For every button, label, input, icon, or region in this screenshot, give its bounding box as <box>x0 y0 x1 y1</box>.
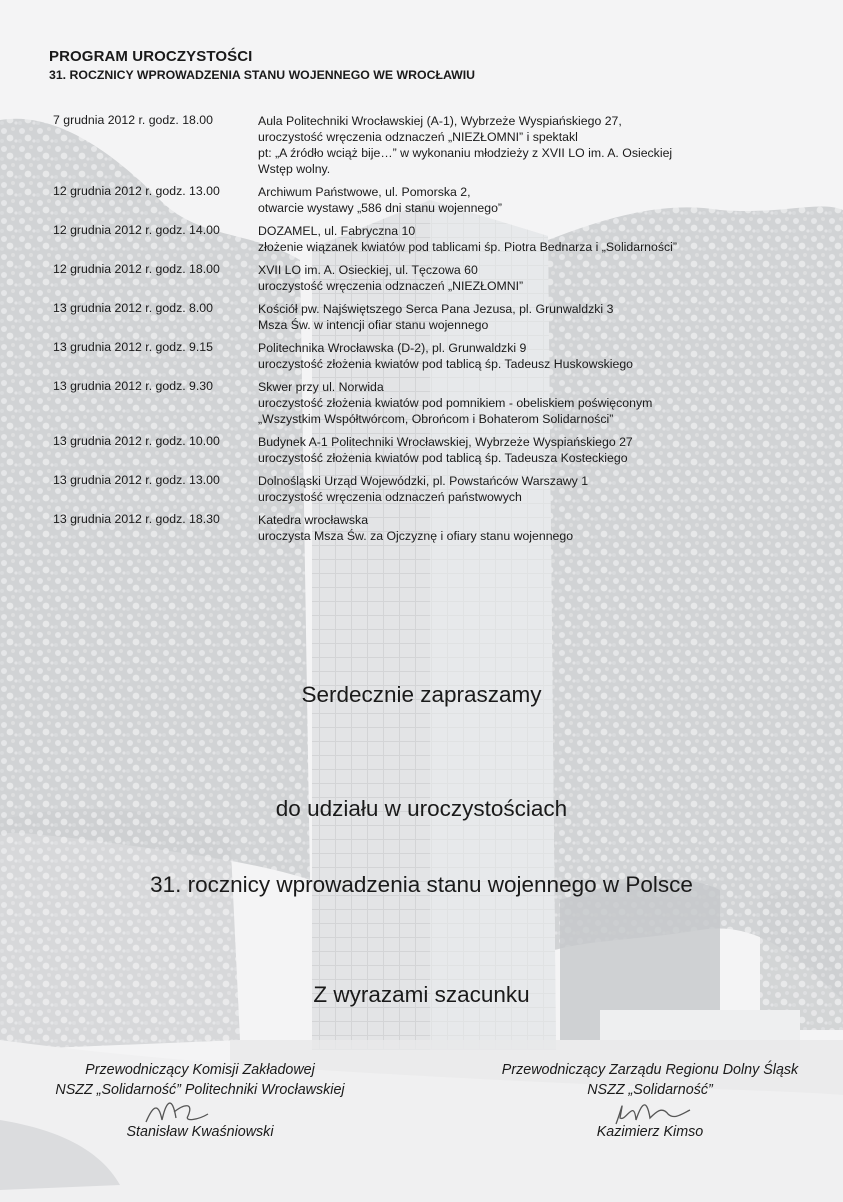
signatory-name: Kazimierz Kimso <box>596 1124 704 1140</box>
event-line: Msza Św. w intencji ofiar stanu wojennego <box>258 318 489 332</box>
event-date: 13 grudnia 2012 r. godz. 8.00 <box>53 301 213 315</box>
schedule-item <box>0 379 843 427</box>
event-line: Wstęp wolny. <box>258 162 331 176</box>
event-line: XVII LO im. A. Osieckiej, ul. Tęczowa 60 <box>258 263 478 277</box>
event-line: uroczystość złożenia kwiatów pod pomnikiem - obeliskiem poświęconym <box>258 396 653 410</box>
schedule-item <box>0 184 843 216</box>
event-line: Budynek A-1 Politechniki Wrocławskiej, Wybrzeże Wyspiańskiego 27 <box>258 435 633 449</box>
event-line: uroczystość złożenia kwiatów pod tablicą śp. Tadeusz Huskowskiego <box>258 357 634 371</box>
handwritten-signature-right <box>606 1088 696 1132</box>
event-line: Katedra wrocławska <box>258 513 369 527</box>
event-line: Skwer przy ul. Norwida <box>258 380 384 394</box>
event-description <box>258 473 843 505</box>
event-line: pt: „A źródło wciąż bije…” w wykonaniu młodzieży z XVII LO im. A. Osieckiej <box>258 146 673 160</box>
event-line: Dolnośląski Urząd Wojewódzki, pl. Powstańców Warszawy 1 <box>258 474 589 488</box>
event-description <box>258 379 843 427</box>
event-date: 13 grudnia 2012 r. godz. 9.15 <box>53 340 213 354</box>
signatory-organization: NSZZ „Solidarność” <box>587 1082 713 1098</box>
schedule-item <box>0 223 843 255</box>
invitation-line-2: do udziału w uroczystościach <box>275 796 568 821</box>
schedule-item <box>0 113 843 177</box>
event-line: uroczystość złożenia kwiatów pod tablicą śp. Tadeusza Kosteckiego <box>258 451 628 465</box>
event-date: 13 grudnia 2012 r. godz. 13.00 <box>53 473 220 487</box>
schedule-item <box>0 340 843 372</box>
schedule-item <box>0 301 843 333</box>
signatory-role: Przewodniczący Zarządu Regionu Dolny Śląsk <box>501 1062 799 1078</box>
event-line: Aula Politechniki Wrocławskiej (A-1), Wybrzeże Wyspiańskiego 27, <box>258 114 622 128</box>
event-description <box>258 184 843 216</box>
closing-regards: Z wyrazami szacunku <box>313 982 530 1007</box>
event-description <box>258 113 843 177</box>
event-line: DOZAMEL, ul. Fabryczna 10 <box>258 224 416 238</box>
event-date: 12 grudnia 2012 r. godz. 18.00 <box>53 262 220 276</box>
schedule-item <box>0 434 843 466</box>
event-description <box>258 512 843 544</box>
schedule-item <box>0 262 843 294</box>
event-line: uroczysta Msza Św. za Ojczyznę i ofiary stanu wojennego <box>258 529 574 543</box>
event-line: uroczystość wręczenia odznaczeń „NIEZŁOMNI” <box>258 279 524 293</box>
event-date: 13 grudnia 2012 r. godz. 10.00 <box>53 434 220 448</box>
event-description <box>258 301 843 333</box>
event-line: uroczystość wręczenia odznaczeń „NIEZŁOMNI” i spektakl <box>258 130 578 144</box>
schedule-item <box>0 512 843 544</box>
event-description <box>258 434 843 466</box>
event-line: „Wszystkim Współtwórcom, Obrońcom i Bohaterom Solidarności” <box>258 412 614 426</box>
event-date: 12 grudnia 2012 r. godz. 14.00 <box>53 223 220 237</box>
signatory-name: Stanisław Kwaśniowski <box>126 1124 274 1140</box>
signatory-organization: NSZZ „Solidarność” Politechniki Wrocławskiej <box>55 1082 345 1098</box>
invitation-line-1: Serdecznie zapraszamy <box>301 682 542 707</box>
invitation-line-3: 31. rocznicy wprowadzenia stanu wojennego w Polsce <box>150 872 693 897</box>
event-date: 7 grudnia 2012 r. godz. 18.00 <box>53 113 213 127</box>
program-title: PROGRAM UROCZYSTOŚCI <box>49 48 253 65</box>
program-subtitle: 31. ROCZNICY WPROWADZENIA STANU WOJENNEGO WE WROCŁAWIU <box>49 68 476 82</box>
event-date: 13 grudnia 2012 r. godz. 18.30 <box>53 512 220 526</box>
event-line: uroczystość wręczenia odznaczeń państwowych <box>258 490 522 504</box>
event-description <box>258 223 843 255</box>
event-line: Politechnika Wrocławska (D-2), pl. Grunwaldzki 9 <box>258 341 527 355</box>
event-date: 13 grudnia 2012 r. godz. 9.30 <box>53 379 213 393</box>
schedule-list <box>0 113 843 551</box>
event-description <box>258 262 843 294</box>
schedule-item <box>0 473 843 505</box>
signatory-role: Przewodniczący Komisji Zakładowej <box>85 1062 315 1078</box>
event-line: Kościół pw. Najświętszego Serca Pana Jezusa, pl. Grunwaldzki 3 <box>258 302 614 316</box>
event-line: Archiwum Państwowe, ul. Pomorska 2, <box>258 185 471 199</box>
handwritten-signature-left <box>138 1090 218 1130</box>
event-date: 12 grudnia 2012 r. godz. 13.00 <box>53 184 220 198</box>
event-line: otwarcie wystawy „586 dni stanu wojennego” <box>258 201 503 215</box>
event-description <box>258 340 843 372</box>
event-line: złożenie wiązanek kwiatów pod tablicami śp. Piotra Bednarza i „Solidarności” <box>258 240 677 254</box>
